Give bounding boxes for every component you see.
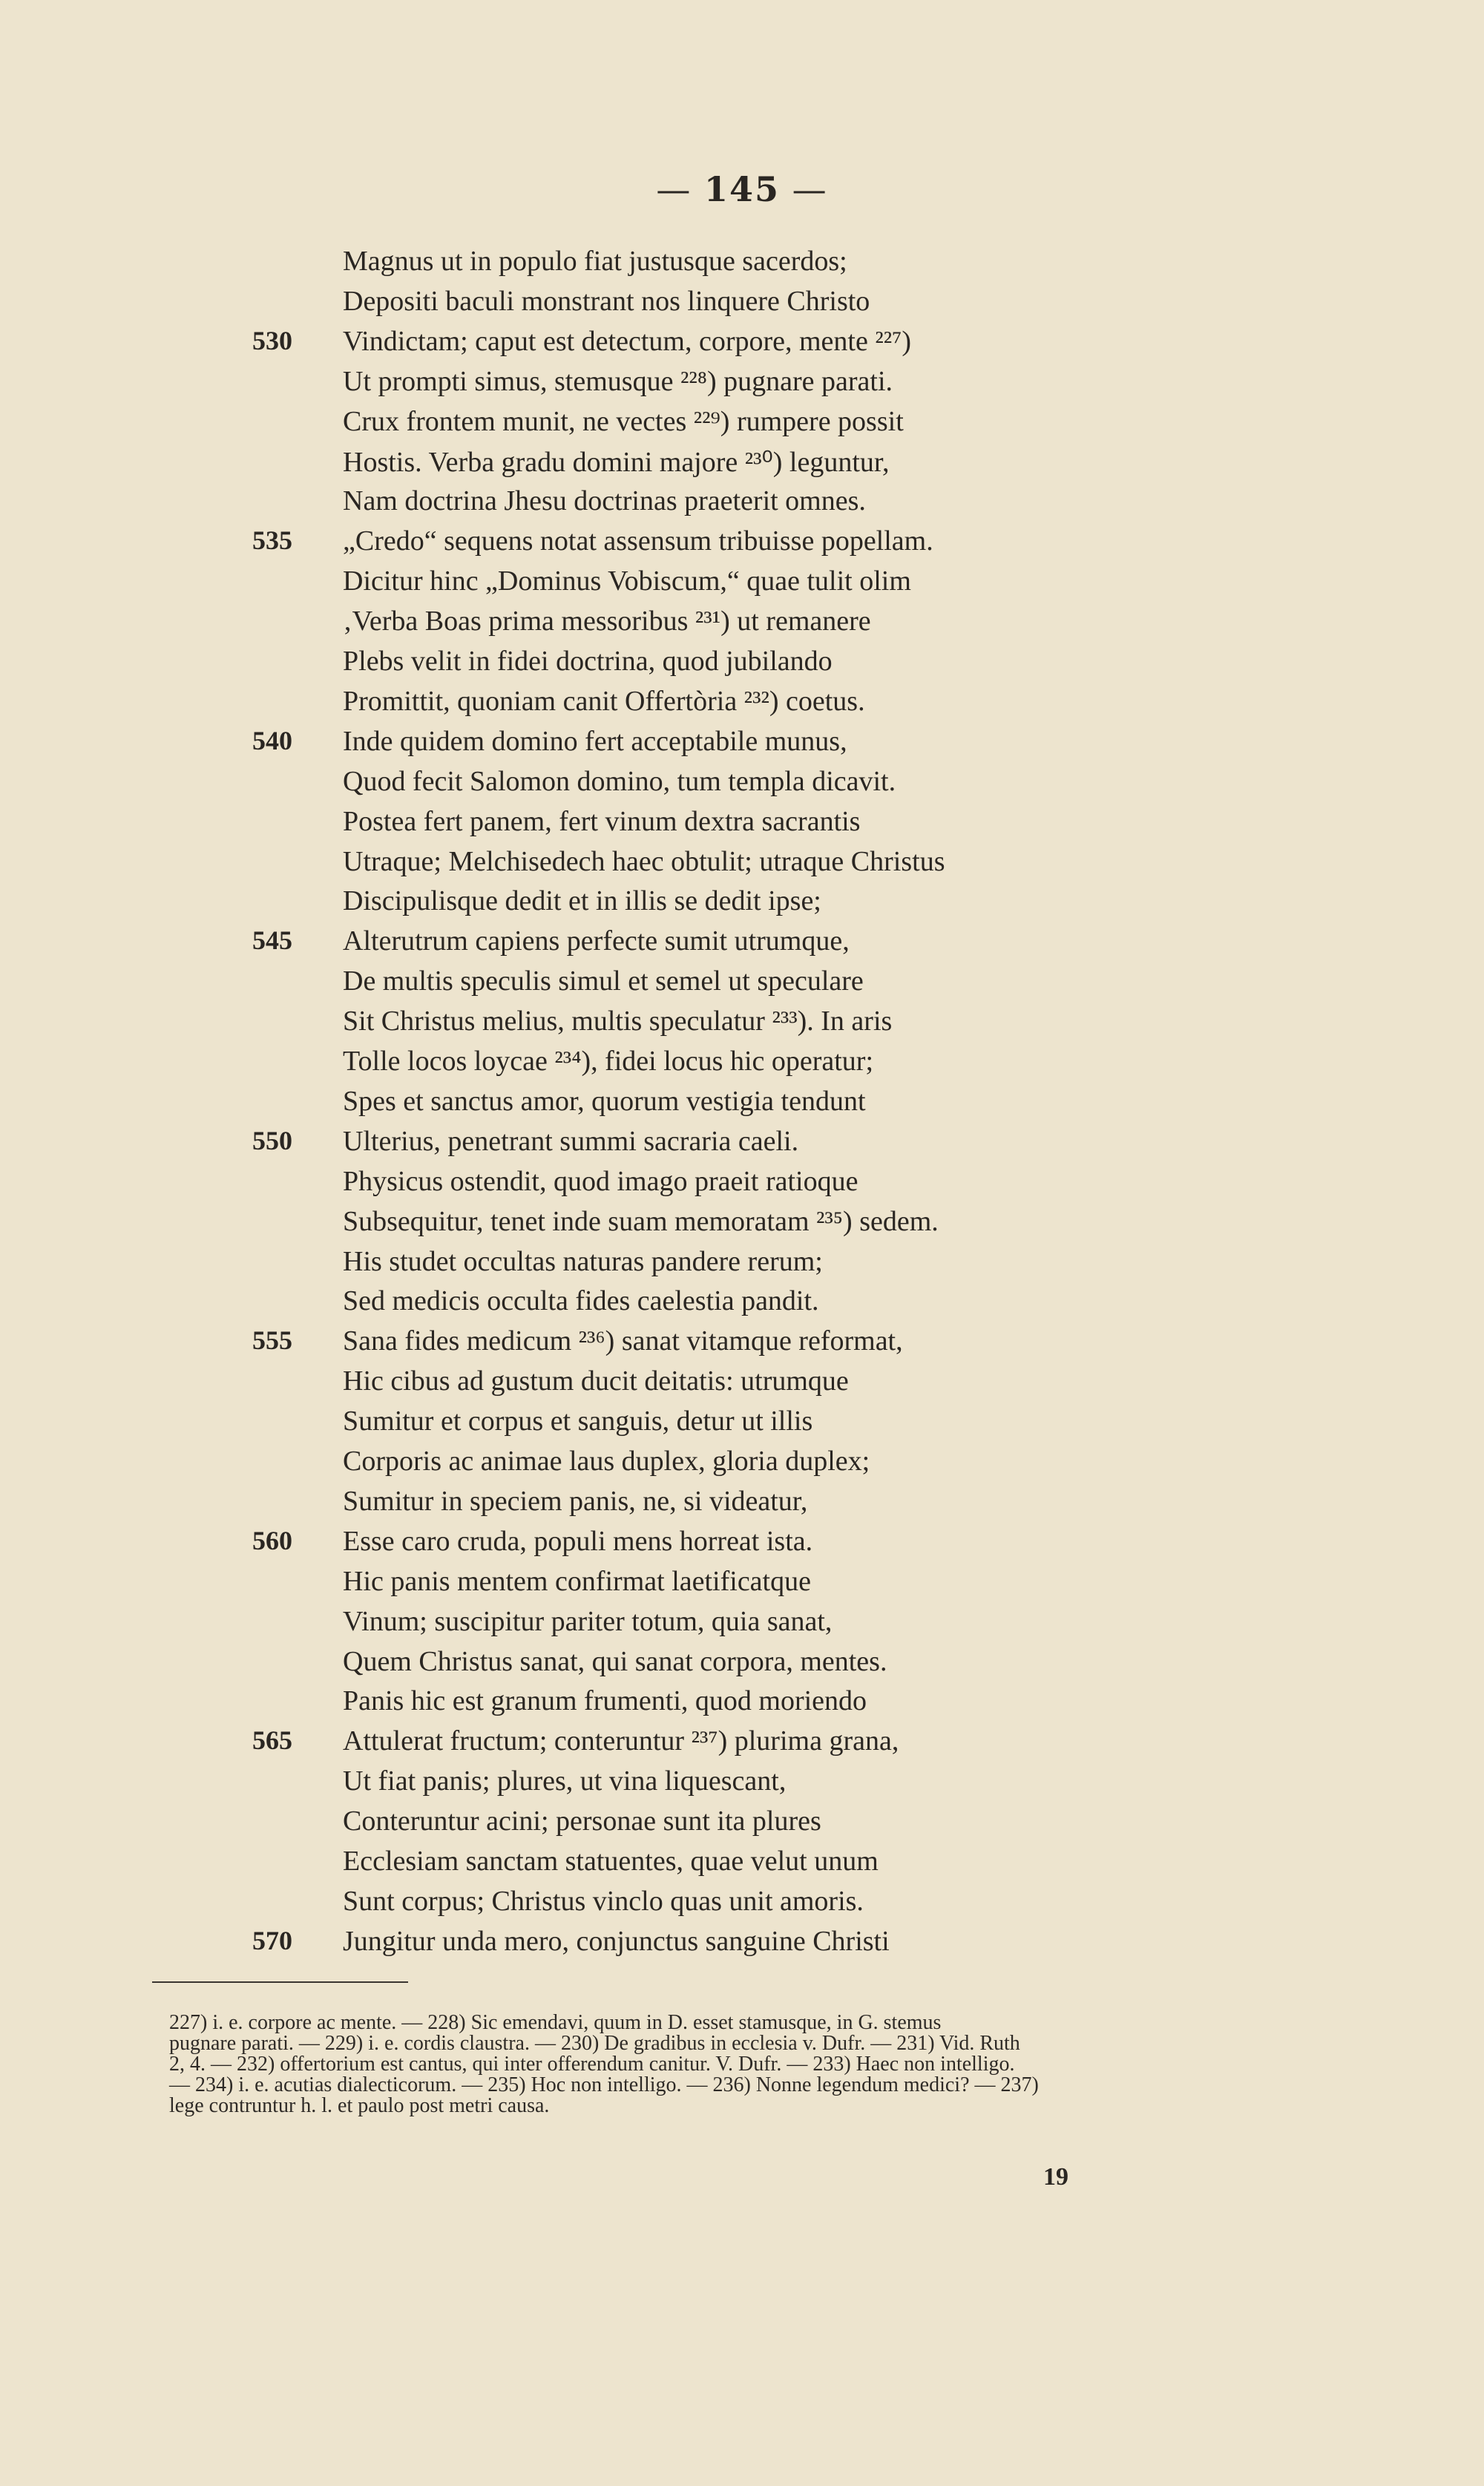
verse-text: Magnus ut in populo fiat justusque sacerdos; [343, 246, 847, 277]
verse-text: Physicus ostendit, quod imago praeit ratioque [343, 1165, 858, 1197]
line-number: 535 [252, 525, 292, 556]
verse-line [0, 1805, 1484, 1845]
line-number: 545 [252, 925, 292, 956]
verse-text: Sumitur in speciem panis, ne, si videatur, [343, 1485, 808, 1517]
verse-text: Dicitur hinc „Dominus Vobiscum,“ quae tulit olim [343, 565, 911, 597]
line-number: 540 [252, 725, 292, 755]
verse-line [0, 245, 1484, 285]
line-number: 530 [252, 325, 292, 355]
verse-text: Crux frontem munit, ne vectes ²²⁹) rumpere possit [343, 405, 904, 437]
verse-text: Corporis ac animae laus duplex, gloria duplex; [343, 1446, 870, 1477]
verse-text: Spes et sanctus amor, quorum vestigia tendunt [343, 1085, 866, 1117]
verse-text: Postea fert panem, fert vinum dextra sacrantis [343, 805, 861, 837]
verse-line [0, 725, 1484, 765]
verse-line [0, 485, 1484, 525]
verse-line [0, 445, 1484, 485]
verse-line [0, 1925, 1484, 1965]
line-number: 565 [252, 1725, 292, 1756]
signature-mark: 19 [1043, 2163, 1068, 2191]
verse-line [0, 525, 1484, 565]
verse-text: ‚Verba Boas prima messoribus ²³¹) ut remanere [343, 606, 871, 637]
verse-text: Sunt corpus; Christus vinclo quas unit amoris. [343, 1885, 864, 1917]
verse-text: Inde quidem domino fert acceptabile munus, [343, 725, 847, 757]
page-number: 145 [703, 169, 781, 209]
verse-text: Ulterius, penetrant summi sacraria caeli. [343, 1125, 799, 1157]
verse-text: Ut prompti simus, stemusque ²²⁸) pugnare parati. [343, 365, 893, 397]
verse-text: Ecclesiam sanctam statuentes, quae velut unum [343, 1846, 879, 1877]
verse-line [0, 1525, 1484, 1565]
footnote-line: lege contruntur h. l. et paulo post metri causa. [169, 2094, 550, 2117]
verse-line [0, 325, 1484, 365]
verse-text: Discipulisque dedit et in illis se dedit ipse; [343, 885, 821, 917]
verse-text: Sana fides medicum ²³⁶) sanat vitamque reformat, [343, 1325, 903, 1357]
page-header: — 145 — [656, 169, 828, 209]
footnote-line: 227) i. e. corpore ac mente. — 228) Sic emendavi, quum in D. esset stamusque, in G. stemus [169, 2011, 942, 2034]
verse-line [0, 645, 1484, 685]
verse-line [0, 365, 1484, 405]
verse-text: Sit Christus melius, multis speculatur ²³³). In aris [343, 1006, 893, 1037]
verse-line [0, 565, 1484, 605]
verse-line [0, 605, 1484, 645]
verse-line [0, 1565, 1484, 1605]
verse-line [0, 1205, 1484, 1245]
verse-line [0, 765, 1484, 805]
verse-text: Plebs velit in fidei doctrina, quod jubilando [343, 646, 833, 677]
verse-line [0, 1725, 1484, 1765]
verse-text: Hic cibus ad gustum ducit deitatis: utrumque [343, 1365, 849, 1397]
verse-text: Vindictam; caput est detectum, corpore, mente ²²⁷) [343, 325, 912, 357]
verse-text: Quod fecit Salomon domino, tum templa dicavit. [343, 765, 896, 797]
verse-text: Conteruntur acini; personae sunt ita plures [343, 1806, 821, 1837]
verse-line [0, 1645, 1484, 1685]
verse-line [0, 1685, 1484, 1725]
verse-text: Hic panis mentem confirmat laetificatque [343, 1565, 811, 1597]
footnote-line: — 234) i. e. acutias dialecticorum. — 235) Hoc non intelligo. — 236) Nonne legendum medici? — 237) [169, 2073, 1039, 2096]
line-number: 560 [252, 1525, 292, 1555]
verse-line [0, 965, 1484, 1005]
verse-text: Quem Christus sanat, qui sanat corpora, mentes. [343, 1645, 887, 1677]
verse-line [0, 805, 1484, 845]
verse-line [0, 1845, 1484, 1885]
verse-line [0, 885, 1484, 925]
verse-text: Depositi baculi monstrant nos linquere Christo [343, 285, 870, 317]
verse-text: Vinum; suscipitur pariter totum, quia sanat, [343, 1605, 833, 1637]
verse-line [0, 1485, 1484, 1525]
footnote-line: pugnare parati. — 229) i. e. cordis claustra. — 230) De gradibus in ecclesia v. Dufr. — 231) Vid. Ruth [169, 2032, 1020, 2055]
verse-text: Alterutrum capiens perfecte sumit utrumque, [343, 925, 850, 957]
verse-text: Panis hic est granum frumenti, quod moriendo [343, 1685, 867, 1717]
verse-line [0, 685, 1484, 725]
verse-line [0, 925, 1484, 965]
verse-text: Jungitur unda mero, conjunctus sanguine Christi [343, 1925, 890, 1957]
verse-line [0, 1045, 1484, 1085]
verse-text: Sed medicis occulta fides caelestia pandit. [343, 1285, 819, 1317]
verse-line [0, 1245, 1484, 1285]
verse-text: Ut fiat panis; plures, ut vina liquescant, [343, 1765, 787, 1797]
verse-text: De multis speculis simul et semel ut speculare [343, 965, 864, 997]
line-number: 570 [252, 1925, 292, 1955]
verse-line [0, 405, 1484, 445]
verse-line [0, 1125, 1484, 1165]
verse-line [0, 1365, 1484, 1405]
verse-text: Hostis. Verba gradu domini majore ²³⁰) leguntur, [343, 446, 890, 478]
verse-text: Esse caro cruda, populi mens horreat ista. [343, 1525, 813, 1557]
verse-line [0, 1325, 1484, 1365]
verse-text: Sumitur et corpus et sanguis, detur ut illis [343, 1406, 813, 1437]
verse-line [0, 1405, 1484, 1445]
verse-text: Utraque; Melchisedech haec obtulit; utraque Christus [343, 845, 945, 877]
verse-text: Attulerat fructum; conteruntur ²³⁷) plurima grana, [343, 1725, 899, 1757]
verse-line [0, 1445, 1484, 1485]
footnote-line: 2, 4. — 232) offertorium est cantus, qui inter offerendum canitur. V. Dufr. — 233) Haec non intelligo. [169, 2053, 1015, 2076]
verse-line [0, 1165, 1484, 1205]
footnotes [169, 2013, 1356, 2116]
line-number: 550 [252, 1125, 292, 1155]
verse-text: Promittit, quoniam canit Offertòria ²³²) coetus. [343, 685, 865, 717]
footnote-divider [152, 1981, 408, 1983]
verse-text: Nam doctrina Jhesu doctrinas praeterit omnes. [343, 485, 866, 517]
verse-line [0, 1885, 1484, 1925]
verse-text: Tolle locos loycae ²³⁴), fidei locus hic operatur; [343, 1046, 874, 1077]
verse-line [0, 1005, 1484, 1045]
line-number: 555 [252, 1325, 292, 1356]
verse-line [0, 845, 1484, 885]
verse-text: His studet occultas naturas pandere rerum; [343, 1245, 823, 1277]
verse-line [0, 285, 1484, 325]
verse-text: Subsequitur, tenet inde suam memoratam ²³⁵) sedem. [343, 1205, 939, 1237]
verse-line [0, 1285, 1484, 1325]
verse-line [0, 1605, 1484, 1645]
verse-text: „Credo“ sequens notat assensum tribuisse popellam. [343, 525, 933, 557]
verse-line [0, 1085, 1484, 1125]
verse-line [0, 1765, 1484, 1805]
